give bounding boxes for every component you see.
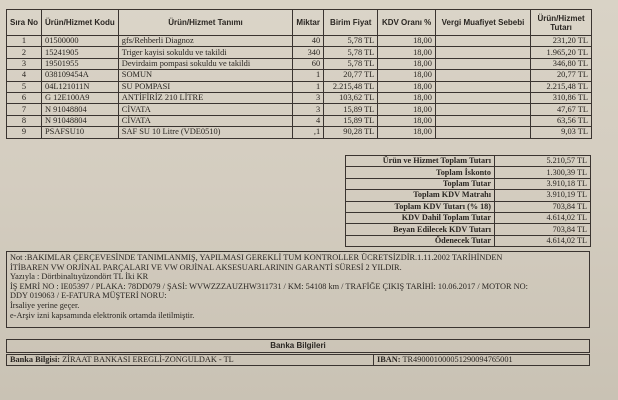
cell-unit-price: 20,77 TL [324, 70, 378, 81]
cell-exemption [435, 104, 530, 115]
totals-table [345, 155, 591, 247]
cell-sira-no: 7 [7, 104, 42, 115]
totals-label: Toplam KDV Tutarı (% 18) [346, 201, 495, 212]
iban-value: TR490001000051290094765001 [402, 355, 513, 364]
totals-value: 5.210,57 TL [495, 156, 591, 167]
table-row [7, 36, 592, 47]
totals-value: 703,84 TL [495, 224, 591, 235]
cell-quantity: 340 [293, 47, 324, 58]
cell-code: PSAFSU10 [42, 127, 119, 138]
cell-code: G 12E100A9 [42, 92, 119, 103]
cell-code: N 91048804 [42, 115, 119, 126]
header-sira-no: Sıra No [7, 10, 42, 36]
cell-unit-price: 2.215,48 TL [324, 81, 378, 92]
header-code: Ürün/Hizmet Kodu [42, 10, 119, 36]
cell-code: 01500000 [42, 36, 119, 47]
table-row [7, 92, 592, 103]
table-row [7, 127, 592, 138]
cell-quantity: 3 [293, 92, 324, 103]
note-line: Yazıyla : Dörtbinaltıyüzondört TL İki KR [10, 272, 149, 282]
notes-box [6, 251, 590, 328]
bank-table [6, 339, 590, 366]
cell-amount: 20,77 TL [531, 70, 592, 81]
cell-amount: 1.965,20 TL [531, 47, 592, 58]
cell-unit-price: 15,89 TL [324, 104, 378, 115]
header-quantity: Miktar [293, 10, 324, 36]
cell-amount: 63,56 TL [531, 115, 592, 126]
cell-amount: 47,67 TL [531, 104, 592, 115]
cell-exemption [435, 81, 530, 92]
cell-code: 15241905 [42, 47, 119, 58]
header-amount: Ürün/Hizmet Tutarı [531, 10, 592, 36]
cell-quantity: 1 [293, 70, 324, 81]
totals-label: Toplam Tutar [346, 178, 495, 189]
cell-unit-price: 5,78 TL [324, 36, 378, 47]
cell-code: N 91048804 [42, 104, 119, 115]
cell-code: 19501955 [42, 58, 119, 69]
cell-code: 038109454A [42, 70, 119, 81]
cell-description: SOMUN [118, 70, 292, 81]
totals-row [346, 212, 591, 223]
bank-label: Banka Bilgisi: [10, 355, 61, 364]
cell-exemption [435, 127, 530, 138]
cell-code: 04L121011N [42, 81, 119, 92]
items-header-row [7, 10, 592, 36]
cell-amount: 2.215,48 TL [531, 81, 592, 92]
cell-unit-price: 5,78 TL [324, 47, 378, 58]
cell-sira-no: 2 [7, 47, 42, 58]
totals-value: 4.614,02 TL [495, 212, 591, 223]
cell-sira-no: 6 [7, 92, 42, 103]
cell-vat-rate: 18,00 [378, 47, 436, 58]
totals-value: 3.910,19 TL [495, 190, 591, 201]
cell-quantity: ,1 [293, 127, 324, 138]
cell-exemption [435, 47, 530, 58]
cell-quantity: 1 [293, 81, 324, 92]
cell-unit-price: 5,78 TL [324, 58, 378, 69]
totals-row [346, 190, 591, 201]
cell-unit-price: 15,89 TL [324, 115, 378, 126]
cell-quantity: 40 [293, 36, 324, 47]
totals-row [346, 156, 591, 167]
table-row [7, 58, 592, 69]
cell-sira-no: 1 [7, 36, 42, 47]
cell-unit-price: 90,28 TL [324, 127, 378, 138]
cell-amount: 9,03 TL [531, 127, 592, 138]
bank-title: Banka Bilgileri [7, 340, 590, 354]
bank-info [7, 354, 374, 366]
totals-label: Toplam KDV Matrahı [346, 190, 495, 201]
cell-description: Devirdaim pompasi sokuldu ve takildi [118, 58, 292, 69]
cell-vat-rate: 18,00 [378, 115, 436, 126]
cell-amount: 231,20 TL [531, 36, 592, 47]
cell-exemption [435, 115, 530, 126]
cell-sira-no: 8 [7, 115, 42, 126]
cell-exemption [435, 58, 530, 69]
cell-description: gfs/Rehberli Diagnoz [118, 36, 292, 47]
cell-vat-rate: 18,00 [378, 70, 436, 81]
header-vat-rate: KDV Oranı % [378, 10, 436, 36]
items-table [6, 9, 592, 139]
cell-sira-no: 4 [7, 70, 42, 81]
table-row [7, 47, 592, 58]
totals-value: 703,84 TL [495, 201, 591, 212]
cell-exemption [435, 92, 530, 103]
cell-quantity: 4 [293, 115, 324, 126]
totals-value: 1.300,39 TL [495, 167, 591, 178]
cell-description: CİVATA [118, 104, 292, 115]
cell-vat-rate: 18,00 [378, 36, 436, 47]
note-line: İrsaliye yerine geçer. [10, 300, 80, 310]
note-line: DDY 019063 / E-FATURA MÜŞTERİ NORU: [10, 291, 167, 301]
cell-description: CİVATA [118, 115, 292, 126]
iban-label: IBAN: [377, 355, 401, 364]
table-row [7, 70, 592, 81]
cell-exemption [435, 36, 530, 47]
cell-sira-no: 9 [7, 127, 42, 138]
iban-cell [374, 354, 590, 366]
cell-description: Triger kayisi sokuldu ve takildi [118, 47, 292, 58]
bank-value: ZİRAAT BANKASI EREGLİ-ZONGULDAK - TL [62, 355, 234, 364]
cell-description: SAF SU 10 Litre (VDE0510) [118, 127, 292, 138]
cell-vat-rate: 18,00 [378, 92, 436, 103]
cell-amount: 310,86 TL [531, 92, 592, 103]
totals-label: Toplam İskonto [346, 167, 495, 178]
note-line: İTİBAREN VW ORJİNAL PARÇALARI VE VW ORJİNAL AKSESUARLARININ GARANTİ SÜRESİ 2 YILDIR. [10, 262, 402, 272]
cell-quantity: 60 [293, 58, 324, 69]
totals-row [346, 235, 591, 246]
totals-label: Ödenecek Tutar [346, 235, 495, 246]
totals-row [346, 178, 591, 189]
table-row [7, 104, 592, 115]
note-line: Not :BAKIMLAR ÇERÇEVESİNDE TANIMLANMIŞ, YAPILMASI GEREKLİ TUM KONTROLLER ÜCRETSİZDİR.1.11.2002 TARİHİNDEN [10, 253, 503, 262]
totals-label: KDV Dahil Toplam Tutar [346, 212, 495, 223]
cell-unit-price: 103,62 TL [324, 92, 378, 103]
table-row [7, 81, 592, 92]
totals-label: Beyan Edilecek KDV Tutarı [346, 224, 495, 235]
totals-value: 3.910,18 TL [495, 178, 591, 189]
totals-label: Ürün ve Hizmet Toplam Tutarı [346, 156, 495, 167]
cell-amount: 346,80 TL [531, 58, 592, 69]
cell-exemption [435, 70, 530, 81]
cell-sira-no: 5 [7, 81, 42, 92]
cell-vat-rate: 18,00 [378, 104, 436, 115]
totals-value: 4.614,02 TL [495, 235, 591, 246]
totals-row [346, 224, 591, 235]
totals-row [346, 201, 591, 212]
header-unit-price: Birim Fiyat [324, 10, 378, 36]
note-line: İŞ EMRİ NO : IE05397 / PLAKA: 78DD079 / ŞASİ: WVWZZZAUZHW311731 / KM: 54108 km / TRAFİĞE ÇIKIŞ TARİHİ: 10.06.2017 / MOTOR NO: [10, 281, 528, 291]
cell-sira-no: 3 [7, 58, 42, 69]
cell-vat-rate: 18,00 [378, 81, 436, 92]
table-row [7, 115, 592, 126]
cell-vat-rate: 18,00 [378, 58, 436, 69]
cell-description: ANTİFİRİZ 210 LİTRE [118, 92, 292, 103]
cell-description: SU POMPASI [118, 81, 292, 92]
header-exemption: Vergi Muafiyet Sebebi [435, 10, 530, 36]
totals-row [346, 167, 591, 178]
cell-quantity: 3 [293, 104, 324, 115]
note-line: e-Arşiv izni kapsamında elektronik ortamda iletilmiştir. [10, 310, 195, 320]
header-description: Ürün/Hizmet Tanımı [118, 10, 292, 36]
cell-vat-rate: 18,00 [378, 127, 436, 138]
